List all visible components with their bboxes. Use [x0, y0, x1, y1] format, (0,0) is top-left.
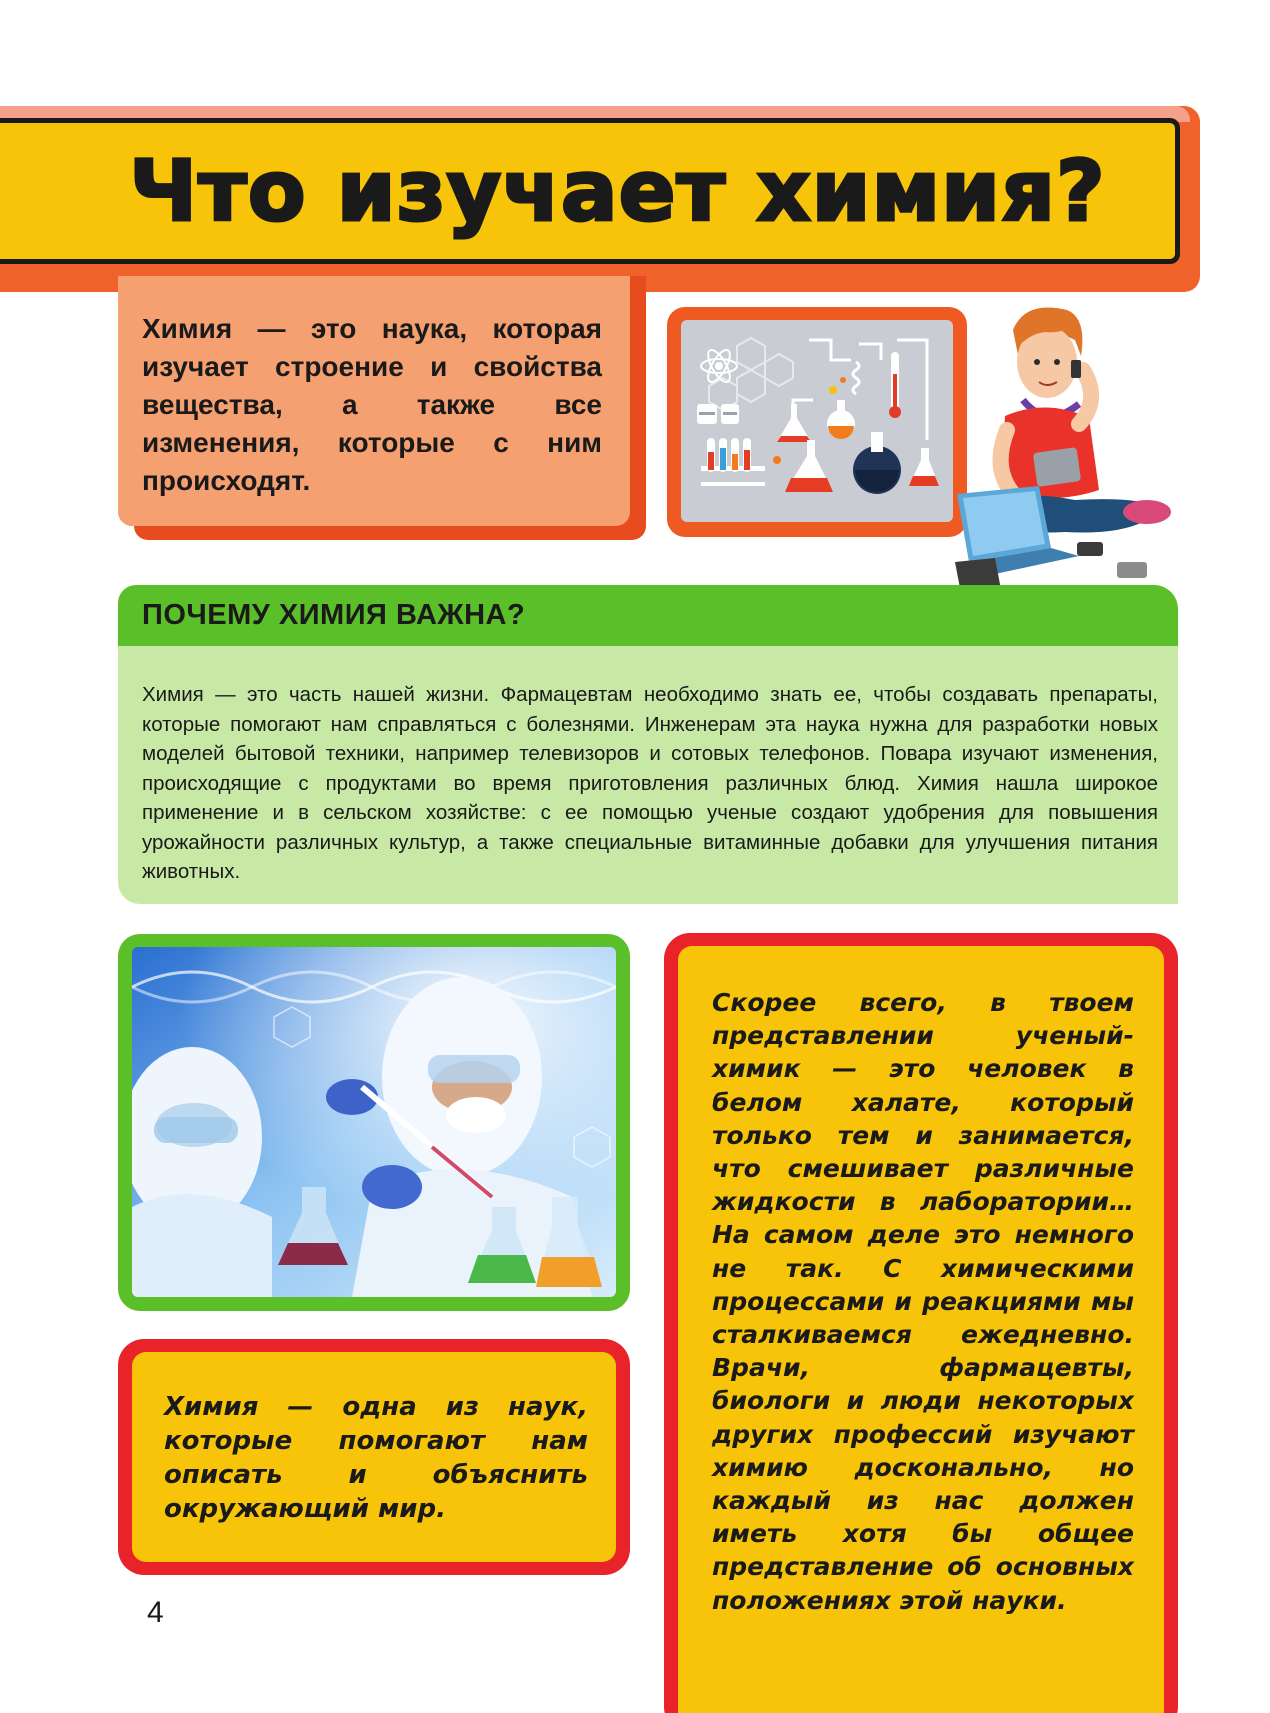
why-section-text: Химия — это часть нашей жизни. Фармацевтам необходимо знать ее, чтобы создавать препараты, которые помогают нам справляться с болезнями. Инженерам эта наука нужна для разработки новых моделей бытовой техники, например телевизоров и сотовых телефонов. Повара изучают изменения, происходящие с продуктами во время приготовления различных блюд. Химия нашла широкое применение и в сельском хозяйстве: с ее помощью ученые создают удобрения для повышения урожайности различных культур, а также специальные витаминные добавки для улучшения питания животных. [142, 683, 1158, 883]
big-note-box [678, 946, 1164, 1713]
page-title: Что изучает химия? [129, 142, 1106, 240]
title-banner [0, 118, 1180, 264]
why-section-title: ПОЧЕМУ ХИМИЯ ВАЖНА? [142, 599, 526, 631]
why-section-header [118, 585, 1178, 646]
small-note-text: Химия — одна из наук, которые помогают нам описать и объяснить окружающий мир. [164, 1392, 588, 1524]
scientists-in-lab-photo [132, 947, 616, 1297]
why-section-body [118, 646, 1178, 904]
big-note-text: Скорее всего, в твоем представлении ученый-химик — это человек в белом халате, который только тем и занимается, что смешивает различные жидкости в лаборатории… На самом деле это немного не так. С химическими процессами и реакциями мы сталкиваемся ежедневно. Врачи, фармацевты, биологи и люди некоторых других профессий изучают химию досконально, но каждый из нас должен иметь хотя бы общее представление об основных положениях этой науки. [712, 988, 1134, 1615]
lab-equipment-illustration [681, 320, 953, 522]
page-number: 4 [147, 1596, 164, 1629]
intro-box [118, 276, 630, 526]
intro-text: Химия — это наука, которая изучает строение и свойства вещества, а также все изменения, которые с ним происходят. [142, 313, 602, 496]
small-note-box [132, 1352, 616, 1562]
